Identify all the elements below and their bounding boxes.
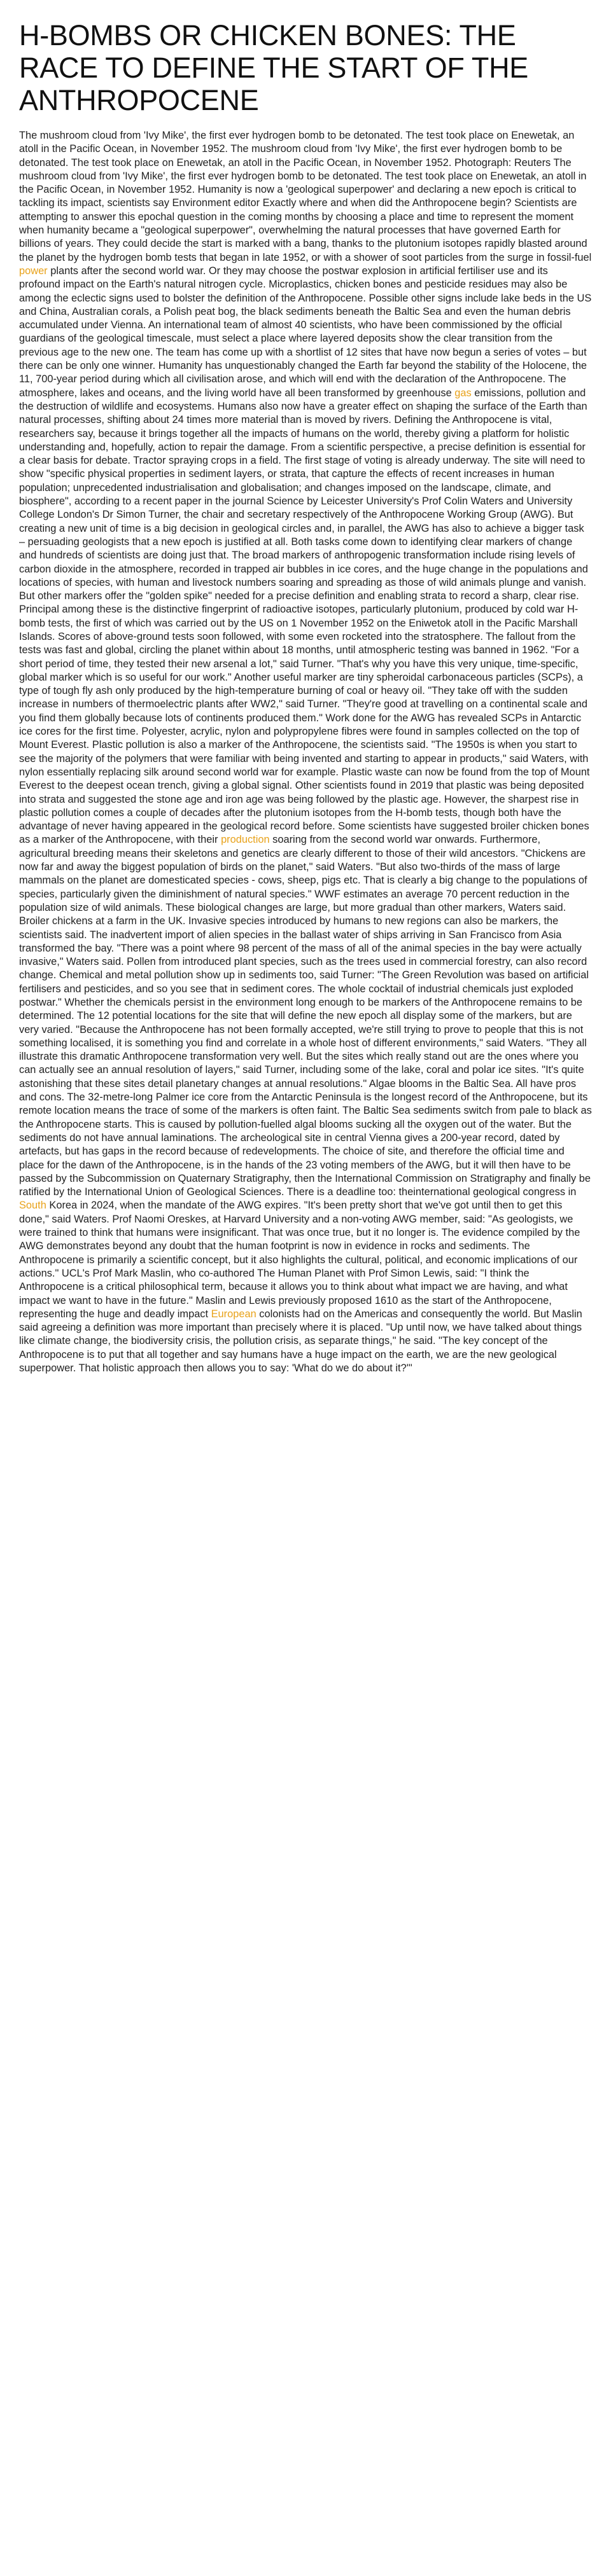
- keyword-link-production[interactable]: production: [221, 834, 270, 846]
- body-segment: plants after the second world war. Or they may choose the postwar explosion in artificial fertiliser use and its profound impact on the Earth's natural nitrogen cycle. Microplastics, chicken bones and pesticide residues may also be among the eclectic signs used to bolster the definition of the Anthropocene. Possible other signs include lake beds in the US and China, Australian corals, a Polish peat bog, the black sediments beneath the Baltic Sea and even the human debris accumulated under Vienna. An international team of almost 40 scientists, who have been commissioned by the official guardians of the geological timescale, must select a place where layered deposits show the clear transition from the previous age to the new one. The team has come up with a shortlist of 12 sites that have now begun a series of votes – but there can be only one winner. Humanity has unquestionably changed the Earth far beyond the stability of the Holocene, the 11, 700-year period during which all civilisation arose, and which will end with the declaration of the Anthropocene. The atmosphere, lakes and oceans, and the living world have all been transformed by greenhouse: [19, 265, 592, 399]
- body-segment: soaring from the second world war onwards. Furthermore, agricultural breeding means their skeletons and genetics are clearly different to those of their wild ancestors. "Chickens are now far and away the biggest population of birds on the planet," said Waters. "But also two-thirds of the mass of large mammals on the planet are domesticated species - cows, sheep, pigs etc. That is clearly a big change to the populations of species, particularly given the diminishment of natural species." WWF estimates an average 70 percent reduction in the population size of wild animals. These biological changes are large, but more gradual than other markers, Waters said. Broiler chickens at a farm in the UK. Invasive species introduced by humans to new regions can also be markers, the scientists said. The inadvertent import of alien species in the ballast water of ships arriving in San Francisco from Asia transformed the bay. "There was a point where 98 percent of the mass of all of the animal species in the bay were actually invasive," Waters said. Pollen from introduced plant species, such as the trees used in commercial forestry, can also record change. Chemical and metal pollution show up in sediments too, said Turner: "The Green Revolution was based on artificial fertilisers and pesticides, and so you see that in sediment cores. The whole cocktail of industrial chemicals just exploded postwar." Whether the chemicals persist in the environment long enough to be markers of the Anthropocene remains to be determined. The 12 potential locations for the site that will define the new epoch all display some of the markers, but are very varied. "Because the Anthropocene has not been formally accepted, we're still trying to prove to people that this is not something localised, it is something you find and correlate in a whole host of different environments," said Waters. "They all illustrate this dramatic Anthropocene transformation very well. But the sites which really stand out are the ones where you can actually see an annual resolution of layers," said Turner, including some of the lake, coral and polar ice sites. "It's quite astonishing that these sites detail planetary changes at annual resolutions." Algae blooms in the Baltic Sea. All have pros and cons. The 32-metre-long Palmer ice core from the Antarctic Peninsula is the longest record of the Anthropocene, but its remote location means the trace of some of the markers is often faint. The Baltic Sea sediments switch from pale to black as the Anthropocene starts. This is caused by pollution-fuelled algal blooms sucking all the oxygen out of the water. But the sediments do not have annual laminations. The archeological site in central Vienna gives a 200-year record, dated by artefacts, but has gaps in the record because of redevelopments. The choice of site, and therefore the official time and place for the dawn of the Anthropocene, is in the hands of the 23 voting members of the AWG, but it will then have to be passed by the Subcommission on Quaternary Stratigraphy, then the International Commission on Stratigraphy and finally be ratified by the International Union of Geological Sciences. There is a deadline too: theinternational geological congress in: [19, 834, 592, 1198]
- keyword-link-european[interactable]: European: [211, 1308, 256, 1320]
- keyword-link-power[interactable]: power: [19, 265, 48, 277]
- article-title: H-BOMBS OR CHICKEN BONES: THE RACE TO DEFINE THE START OF THE ANTHROPOCENE: [19, 19, 529, 116]
- body-segment: The mushroom cloud from 'Ivy Mike', the first ever hydrogen bomb to be detonated. The test took place on Enewetak, an atoll in the Pacific Ocean, in November 1952. The mushroom cloud from 'Ivy Mike', the first ever hydrogen bomb to be detonated. The test took place on Enewetak, an atoll in the Pacific Ocean, in November 1952. Photograph: Reuters The mushroom cloud from 'Ivy Mike', the first ever hydrogen bomb to be detonated. The test took place on Enewetak, an atoll in the Pacific Ocean, in November 1952. Humanity is now a 'geological superpower' and declaring a new epoch is critical to tackling its impact, scientists say Environment editor Exactly where and when did the Anthropocene begin? Scientists are attempting to answer this epochal question in the coming months by choosing a place and time to represent the moment when humanity became a "geological superpower", overwhelming the natural processes that have governed Earth for billions of years. They could decide the start is marked with a bang, thanks to the plutonium isotopes rapidly blasted around the planet by the hydrogen bomb tests that began in late 1952, or with a shower of soot particles from the surge in fossil-fuel: [19, 130, 592, 263]
- keyword-link-gas[interactable]: gas: [454, 387, 472, 399]
- body-segment: emissions, pollution and the destruction of wildlife and ecosystems. Humans also now have a greater effect on shaping the surface of the Earth than natural processes, shifting about 24 times more material than is moved by rivers. Defining the Anthropocene is vital, researchers say, because it brings together all the impacts of humans on the world, thereby giving a platform for holistic understanding and, hopefully, action to repair the damage. From a scientific perspective, a precise definition is essential for a clear basis for debate. Tractor spraying crops in a field. The first stage of voting is already underway. The site will need to show "specific physical properties in sediment layers, or strata, that capture the effects of recent increases in human population; unprecedented industrialisation and globalisation; and changes imposed on the landscape, climate, and biosphere", according to a recent paper in the journal Science by Leicester University's Prof Colin Waters and University College London's Dr Simon Turner, the chair and secretary respectively of the Anthropocene Working Group (AWG). But creating a new unit of time is a big decision in geological circles and, in parallel, the AWG has also to achieve a bigger task – persuading geologists that a new epoch is justified at all. Both tasks come down to identifying clear markers of change and hundreds of scientists are doing just that. The broad markers of anthropogenic transformation include rising levels of carbon dioxide in the atmosphere, recorded in trapped air bubbles in ice cores, and the huge change in the populations and locations of species, with human and livestock numbers soaring and spreading as those of wild animals plunge and vanish. But other markers offer the "golden spike" needed for a precise definition and enabling strata to record a sharp, clear rise. Principal among these is the distinctive fingerprint of radioactive isotopes, particularly plutonium, produced by cold war H-bomb tests, the first of which was carried out by the US on 1 November 1952 on the Eniwetok atoll in the Pacific Marshall Islands. Scores of above-ground tests soon followed, with some even rocketed into the stratosphere. The fallout from the tests was fast and global, circling the planet within about 18 months, until atmospheric testing was banned in 1962. "For a short period of time, they tested their new arsenal a lot," said Turner. "That's why you have this very unique, time-specific, global marker which is so useful for our work." Another useful marker are tiny spheroidal carbonaceous particles (SCPs), a type of tough fly ash only produced by the high-temperature burning of coal or heavy oil. "They take off with the sudden increase in numbers of thermoelectric plants after WW2," said Turner. "They're good at travelling on a continental scale and you find them globally because lots of continents produced them." Work done for the AWG has revealed SCPs in Antarctic ice cores for the first time. Polyester, acrylic, nylon and polypropylene fibres were found in samples collected on the top of Mount Everest. Plastic pollution is also a marker of the Anthropocene, the scientists said. "The 1950s is when you start to see the majority of the polymers that were familiar with being invented and starting to appear in products," said Waters, with nylon essentially replacing silk around second world war for example. Plastic waste can now be found from the top of Mount Everest to the deepest ocean trench, giving a global signal. Other scientists found in 2019 that plastic was being deposited into strata and suggested the stone age and iron age was being followed by the plastic age. However, the sharpest rise in plastic pollution comes a couple of decades after the plutonium isotopes from the H-bomb tests, though both have the advantage of never having appeared in the geological record before. Some scientists have suggested broiler chicken bones as a marker of the Anthropocene, with their: [19, 387, 590, 846]
- article-body: [19, 129, 592, 1375]
- keyword-link-south[interactable]: South: [19, 1200, 46, 1212]
- body-segment: Korea in 2024, when the mandate of the AWG expires. "It's been pretty short that we've got until then to get this done," said Waters. Prof Naomi Oreskes, at Harvard University and a non-voting AWG member, said: "As geologists, we were trained to think that humans were insignificant. That was once true, but it no longer is. The evidence compiled by the AWG demonstrates beyond any doubt that the human footprint is now in evidence in rocks and sediments. The Anthropocene is primarily a scientific concept, but it also highlights the cultural, political, and economic implications of our actions." UCL's Prof Mark Maslin, who co-authored The Human Planet with Prof Simon Lewis, said: "I think the Anthropocene is a critical philosophical term, because it allows you to think about what impact we are having, and what impact we want to have in the future." Maslin and Lewis previously proposed 1610 as the start of the Anthropocene, representing the huge and deadly impact: [19, 1200, 580, 1320]
- body-segment: colonists had on the Americas and consequently the world. But Maslin said agreeing a definition was more important than precisely where it is placed. "Up until now, we have talked about things like climate change, the biodiversity crisis, the pollution crisis, as separate things," he said. "The key concept of the Anthropocene is to put that all together and say humans have a huge impact on the earth, we are the new geological superpower. That holistic approach then allows you to say: 'What do we do about it?'": [19, 1308, 582, 1375]
